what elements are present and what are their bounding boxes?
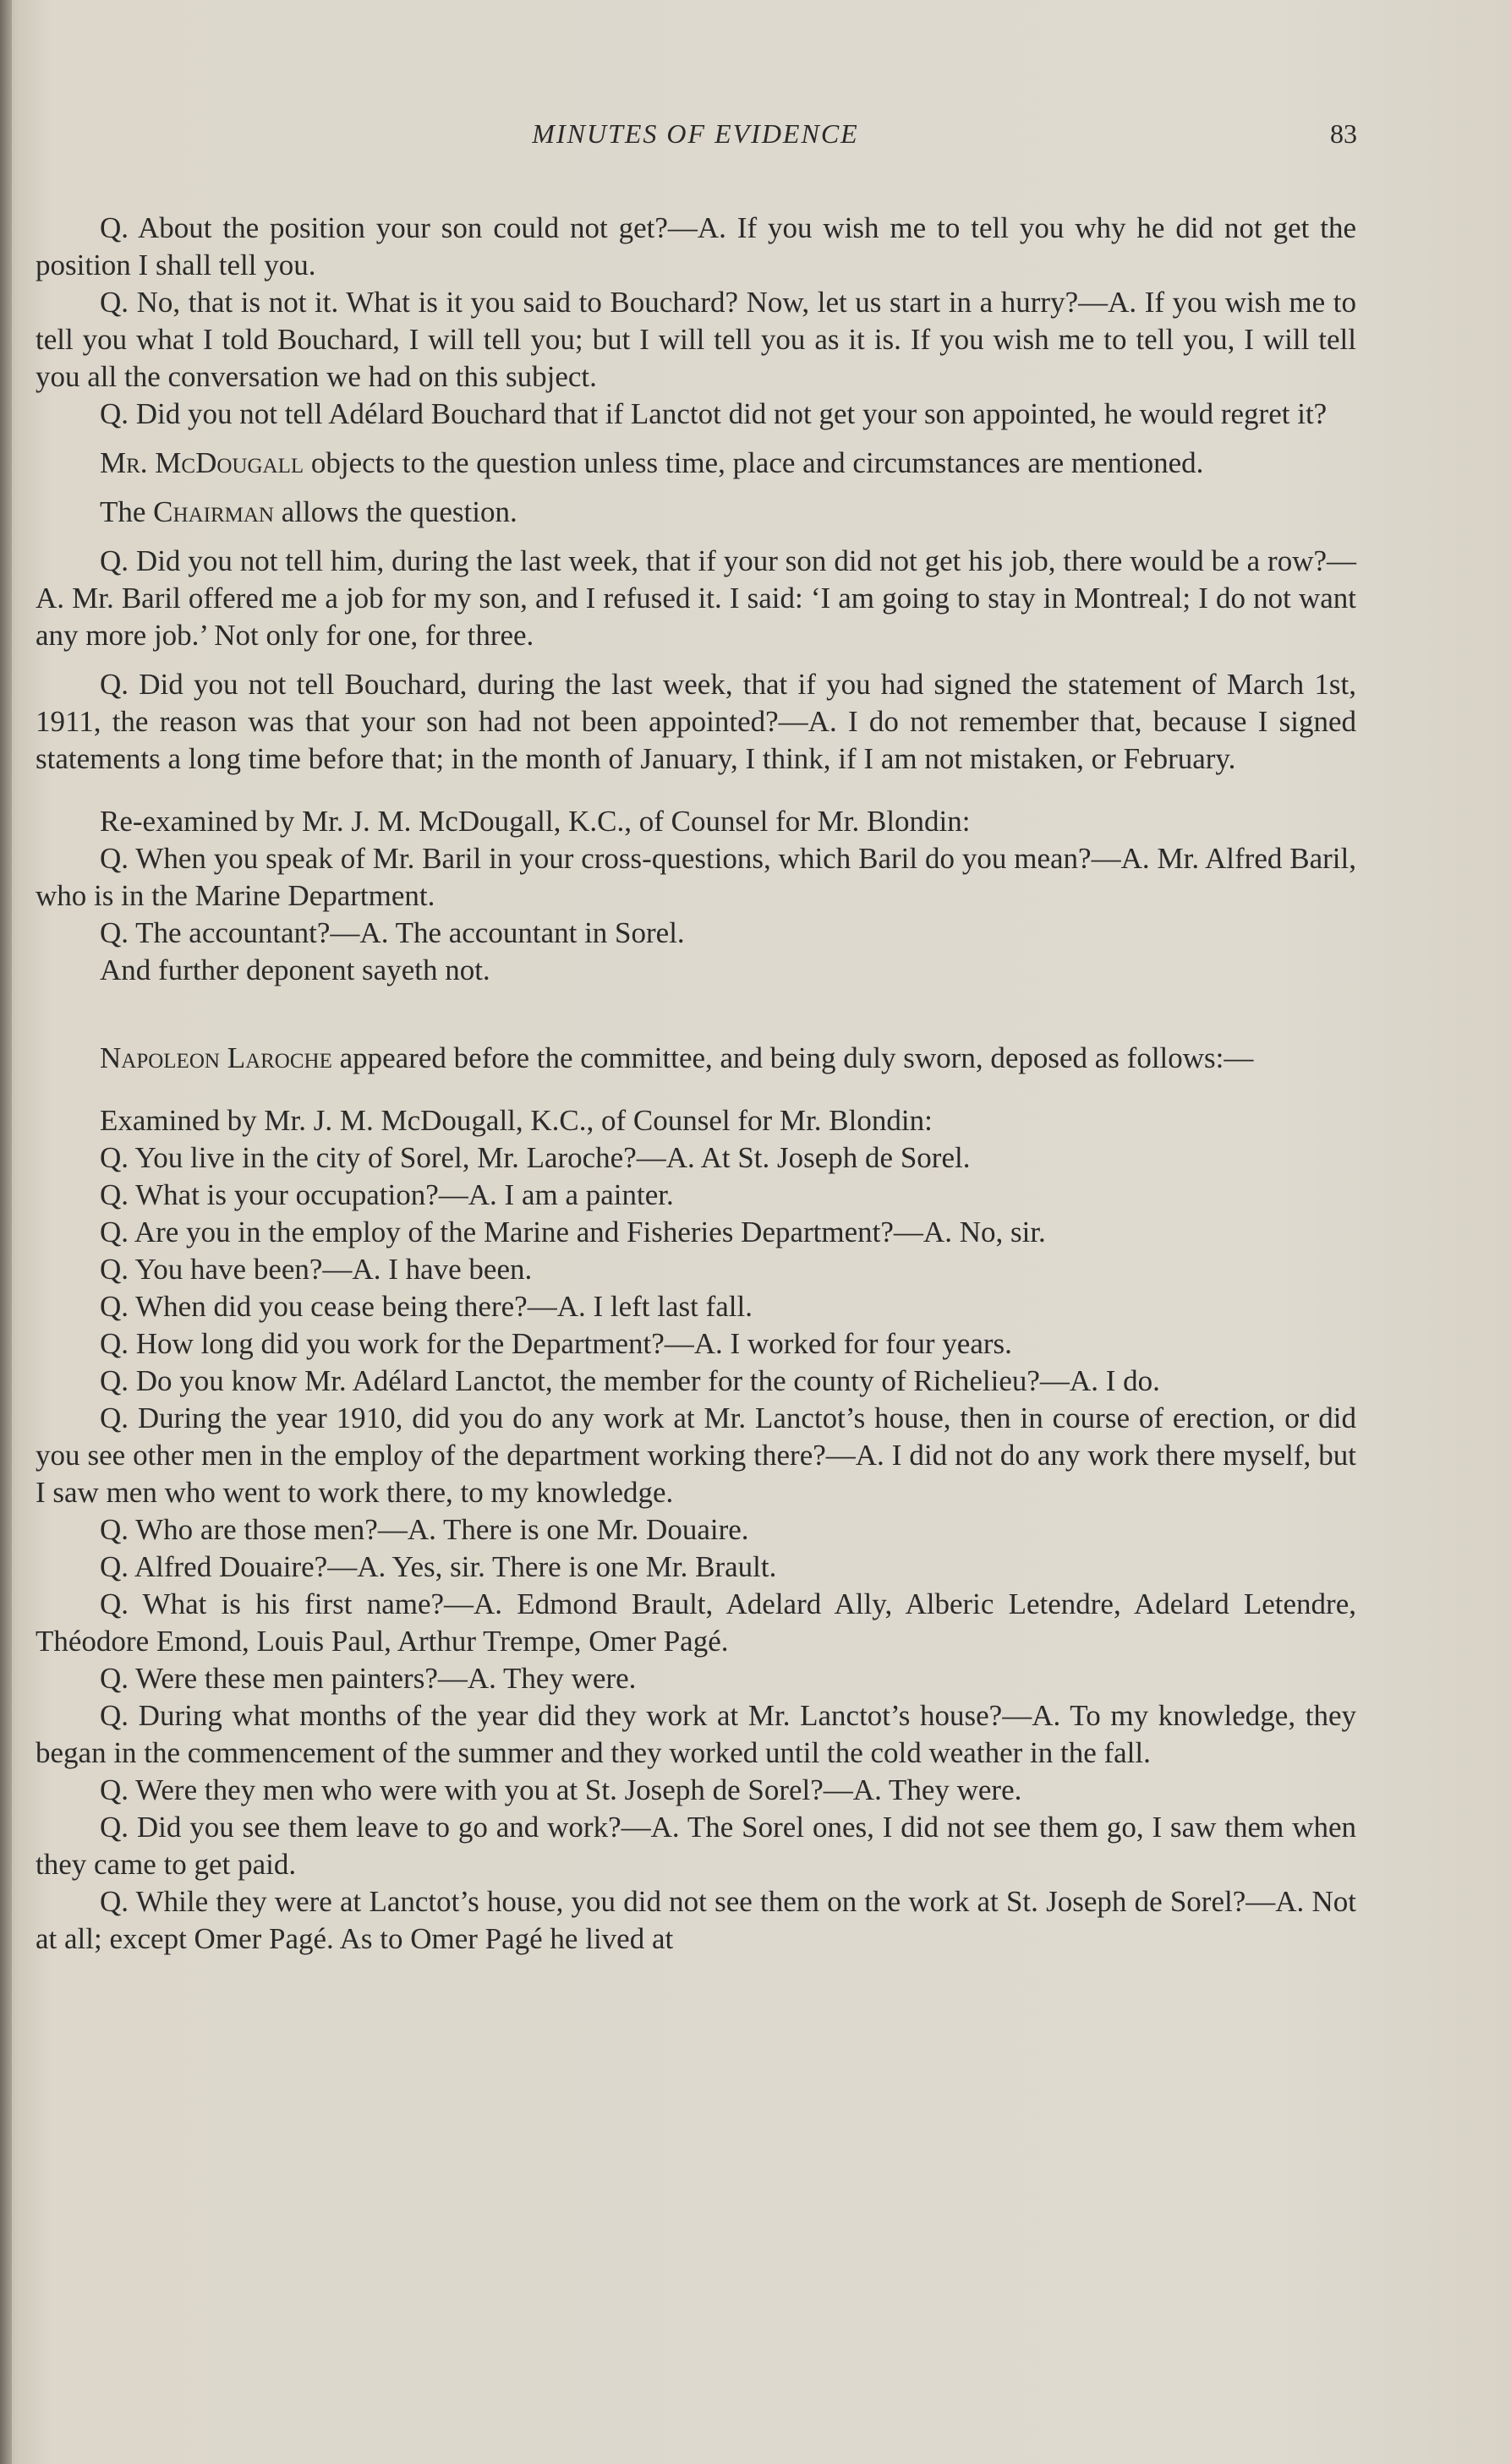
paragraph: Q. Were they men who were with you at St. Joseph de Sorel?—A. They were. — [100, 1773, 1022, 1806]
paragraph: Q. About the position your son could not get?—A. If you wish me to tell you why he did not get the position I shall tell you. — [36, 211, 1356, 281]
paragraph: Q. Did you not tell Adélard Bouchard that if Lanctot did not get your son appointed, he would regret it? — [100, 397, 1328, 430]
body-text — [36, 210, 1356, 1958]
paragraph: Q. Alfred Douaire?—A. Yes, sir. There is one Mr. Brault. — [100, 1550, 777, 1583]
paragraph: And further deponent sayeth not. — [100, 953, 490, 986]
paragraph: Q. You have been?—A. I have been. — [100, 1253, 533, 1286]
paragraph: Mr. McDougall objects to the question unless time, place and circumstances are mentioned. — [100, 446, 1204, 479]
paragraph: Q. While they were at Lanctot’s house, you did not see them on the work at St. Joseph de Sorel?—A. Not at all; except Omer Pagé. As to Omer Pagé he lived at — [36, 1885, 1356, 1955]
speaker-name: Chairman — [153, 495, 274, 528]
paragraph: Q. During the year 1910, did you do any work at Mr. Lanctot’s house, then in course of erection, or did you see other men in the employ of the department working there?—A. I did not do any work there myself, but I saw men who went to work there, to my knowledge. — [36, 1401, 1356, 1509]
paragraph: Q. Were these men painters?—A. They were. — [100, 1662, 637, 1695]
witness-name: Napoleon Laroche — [100, 1041, 332, 1074]
paragraph: Q. Did you see them leave to go and work?—A. The Sorel ones, I did not see them go, I saw them when they came to get paid. — [36, 1811, 1356, 1881]
paragraph: Q. When you speak of Mr. Baril in your cross-questions, which Baril do you mean?—A. Mr. Alfred Baril, who is in the Marine Department. — [36, 842, 1356, 912]
witness-intro: Napoleon Laroche appeared before the committee, and being duly sworn, deposed as follows:— — [100, 1041, 1254, 1074]
paragraph: Q. When did you cease being there?—A. I left last fall. — [100, 1290, 753, 1323]
paragraph: Q. How long did you work for the Department?—A. I worked for four years. — [100, 1327, 1012, 1360]
paragraph: The Chairman allows the question. — [100, 495, 517, 528]
paragraph: Q. The accountant?—A. The accountant in Sorel. — [100, 916, 685, 949]
paragraph: Q. What is his first name?—A. Edmond Brault, Adelard Ally, Alberic Letendre, Adelard Letendre, Théodore Emond, Louis Paul, Arthur Trempe, Omer Pagé. — [36, 1587, 1356, 1658]
examination-heading: Re-examined by Mr. J. M. McDougall, K.C., of Counsel for Mr. Blondin: — [100, 805, 971, 838]
paragraph: Q. Did you not tell him, during the last week, that if your son did not get his job, there would be a row?—A. Mr. Baril offered me a job for my son, and I refused it. I said: ‘I am going to stay in Montreal; I do not want any more job.’ Not only for one, for three. — [36, 544, 1356, 652]
page-header — [34, 118, 1357, 161]
paragraph: Q. Who are those men?—A. There is one Mr. Douaire. — [100, 1513, 749, 1546]
examination-heading: Examined by Mr. J. M. McDougall, K.C., of Counsel for Mr. Blondin: — [100, 1104, 933, 1137]
paragraph: Q. Do you know Mr. Adélard Lanctot, the member for the county of Richelieu?—A. I do. — [100, 1364, 1160, 1397]
speaker-name: Mr. McDougall — [100, 446, 304, 479]
binding-edge — [0, 0, 12, 2464]
paragraph: Q. Are you in the employ of the Marine and Fisheries Department?—A. No, sir. — [100, 1216, 1046, 1248]
page-number: 83 — [1330, 118, 1357, 149]
paragraph: Q. Did you not tell Bouchard, during the last week, that if you had signed the statement of March 1st, 1911, the reason was that your son had not been appointed?—A. I do not remember that, because I signed statements a long time before that; in the month of January, I think, if I am not mistaken, or February. — [36, 668, 1356, 775]
paragraph: Q. No, that is not it. What is it you said to Bouchard? Now, let us start in a hurry?—A. If you wish me to tell you what I told Bouchard, I will tell you; but I will tell you as it is. If you wish me to tell you, I will tell you all the conversation we had on this subject. — [36, 286, 1356, 393]
paragraph: Q. During what months of the year did they work at Mr. Lanctot’s house?—A. To my knowledge, they began in the commencement of the summer and they worked until the cold weather in the fall. — [36, 1699, 1356, 1769]
paragraph: Q. You live in the city of Sorel, Mr. Laroche?—A. At St. Joseph de Sorel. — [100, 1141, 971, 1174]
running-title: MINUTES OF EVIDENCE — [532, 118, 859, 149]
paragraph: Q. What is your occupation?—A. I am a painter. — [100, 1178, 674, 1211]
